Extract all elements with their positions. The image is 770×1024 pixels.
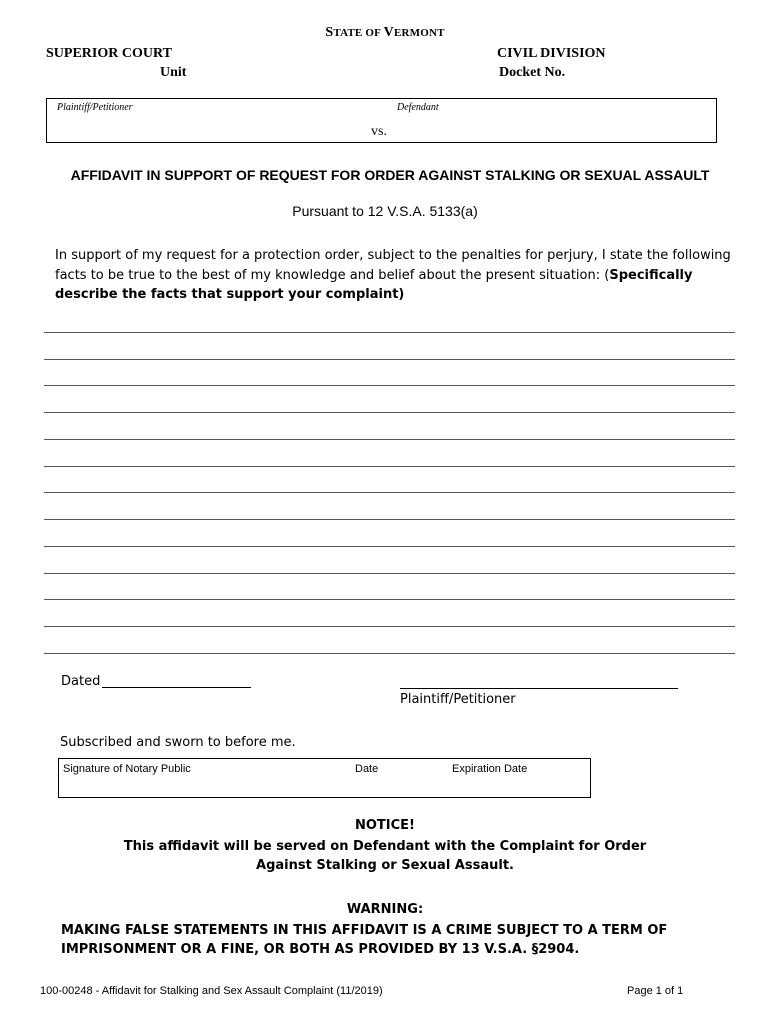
statement-line[interactable] [44,332,735,333]
statement-line[interactable] [44,573,735,574]
form-subtitle: Pursuant to 12 V.S.A. 5133(a) [292,203,478,219]
petitioner-signature-field[interactable] [400,688,678,689]
statement-line[interactable] [44,466,735,467]
notary-signature-label: Signature of Notary Public [63,763,191,775]
statement-line[interactable] [44,626,735,627]
dated-field[interactable] [102,687,251,688]
notary-expiration-label: Expiration Date [452,763,528,775]
sworn-statement: Subscribed and sworn to before me. [60,735,296,750]
statement-line[interactable] [44,546,735,547]
statement-line[interactable] [44,653,735,654]
form-title: AFFIDAVIT IN SUPPORT OF REQUEST FOR ORDER AGAINST STALKING OR SEXUAL ASSAULT [70,167,710,183]
state-title: STATE OF VERMONT [325,25,445,40]
statement-line[interactable] [44,519,735,520]
court-name: SUPERIOR COURT [46,46,172,61]
defendant-label: Defendant [397,102,439,113]
intro-instruction: Specifically describe the facts that support your complaint) [55,267,693,302]
versus-label: vs. [371,124,387,139]
docket-label: Docket No. [499,65,566,80]
notice-body: This affidavit will be served on Defendant with the Complaint for Order Against Stalking or Sexual Assault. [123,839,647,873]
intro-text: In support of my request for a protection order, subject to the penalties for perjury, I state the following facts to be true to the best of my knowledge and belief about the present situation: ( [55,248,731,283]
notary-date-label: Date [355,763,379,775]
statement-line[interactable] [44,599,735,600]
division-name: CIVIL DIVISION [497,46,606,61]
unit-label: Unit [160,65,187,80]
statement-line[interactable] [44,492,735,493]
plaintiff-label: Plaintiff/Petitioner [57,102,133,113]
intro-paragraph [55,246,735,305]
statement-line[interactable] [44,412,735,413]
statement-line[interactable] [44,359,735,360]
warning-heading: WARNING: [346,902,424,917]
page-number: Page 1 of 1 [627,985,684,997]
statement-line[interactable] [44,439,735,440]
petitioner-signature-label: Plaintiff/Petitioner [400,692,516,707]
dated-label: Dated [61,674,101,689]
notice-heading: NOTICE! [355,818,415,833]
warning-body: MAKING FALSE STATEMENTS IN THIS AFFIDAVIT IS A CRIME SUBJECT TO A TERM OF IMPRISONMENT OR A FINE, OR BOTH AS PROVIDED BY 13 V.S.A. §2904. [61,923,668,957]
form-id: 100-00248 - Affidavit for Stalking and Sex Assault Complaint (11/2019) [40,985,383,997]
statement-line[interactable] [44,385,735,386]
